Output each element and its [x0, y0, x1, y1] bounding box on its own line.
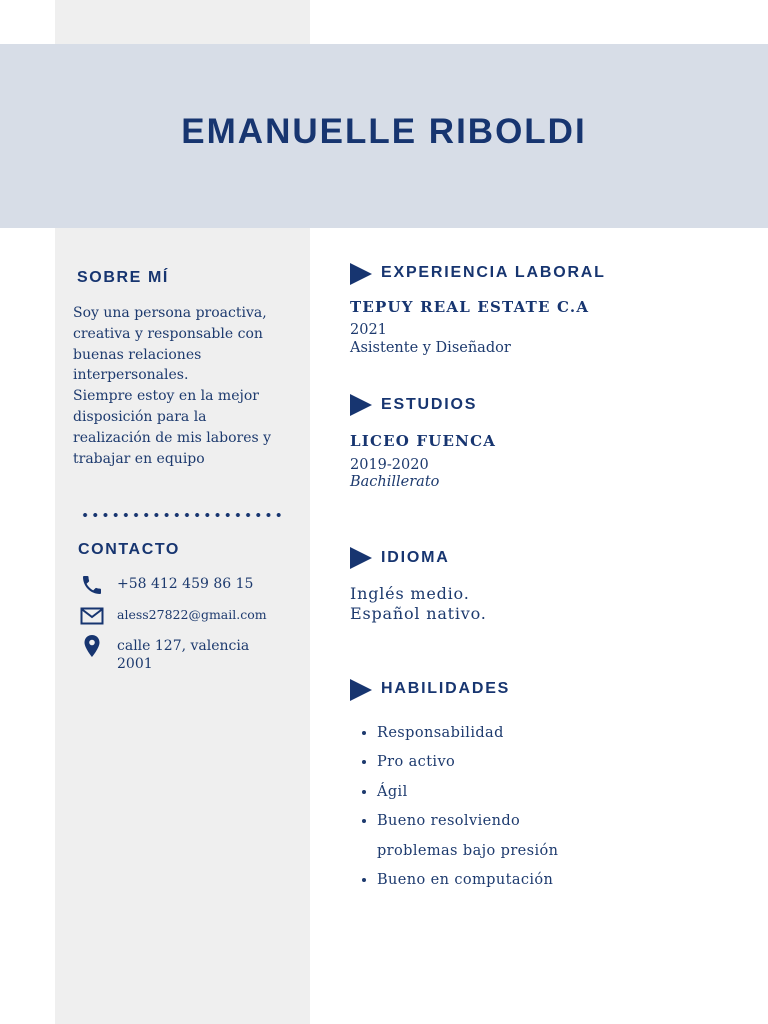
about-text: Soy una persona proactiva, creativa y responsable con buenas relaciones interpersonales. Siempre estoy en la mejor disposición para la realización de mis labores y trabajar en equipo	[73, 305, 272, 467]
skills-heading: HABILIDADES	[381, 680, 511, 697]
studies-heading: ESTUDIOS	[381, 396, 478, 413]
studies-degree: Bachillerato	[350, 474, 440, 490]
section-arrow-icon	[350, 679, 372, 701]
language-line: Español nativo.	[350, 604, 487, 623]
section-arrow-icon	[350, 394, 372, 416]
list-item: • Bueno en computación	[377, 866, 707, 895]
about-heading: SOBRE MÍ	[77, 269, 169, 286]
list-item: • Pro activo	[377, 748, 707, 777]
experience-year: 2021	[350, 322, 387, 338]
phone-icon	[80, 573, 104, 597]
experience-role: Asistente y Diseñador	[350, 340, 511, 356]
list-item: • Responsabilidad	[377, 719, 707, 748]
section-arrow-icon	[350, 547, 372, 569]
candidate-name: EMANUELLE RIBOLDI	[181, 112, 587, 151]
studies-years: 2019-2020	[350, 457, 429, 473]
dotted-divider	[80, 510, 284, 520]
contact-heading: CONTACTO	[78, 541, 180, 558]
skills-list	[350, 719, 707, 895]
section-arrow-icon	[350, 263, 372, 285]
language-line: Inglés medio.	[350, 584, 470, 603]
location-pin-icon	[80, 634, 104, 658]
contact-address: calle 127, valencia 2001	[117, 638, 250, 672]
list-item: • Bueno resolviendo problemas bajo presión	[377, 807, 587, 866]
list-item: • Ágil	[377, 778, 707, 807]
mail-icon	[80, 604, 104, 628]
studies-school: LICEO FUENCA	[350, 432, 497, 450]
contact-phone: +58 412 459 86 15	[117, 576, 254, 592]
experience-company: TEPUY REAL ESTATE C.A	[350, 298, 590, 316]
contact-email: aless27822@gmail.com	[117, 607, 267, 622]
experience-heading: EXPERIENCIA LABORAL	[381, 264, 606, 281]
language-heading: IDIOMA	[381, 549, 450, 566]
